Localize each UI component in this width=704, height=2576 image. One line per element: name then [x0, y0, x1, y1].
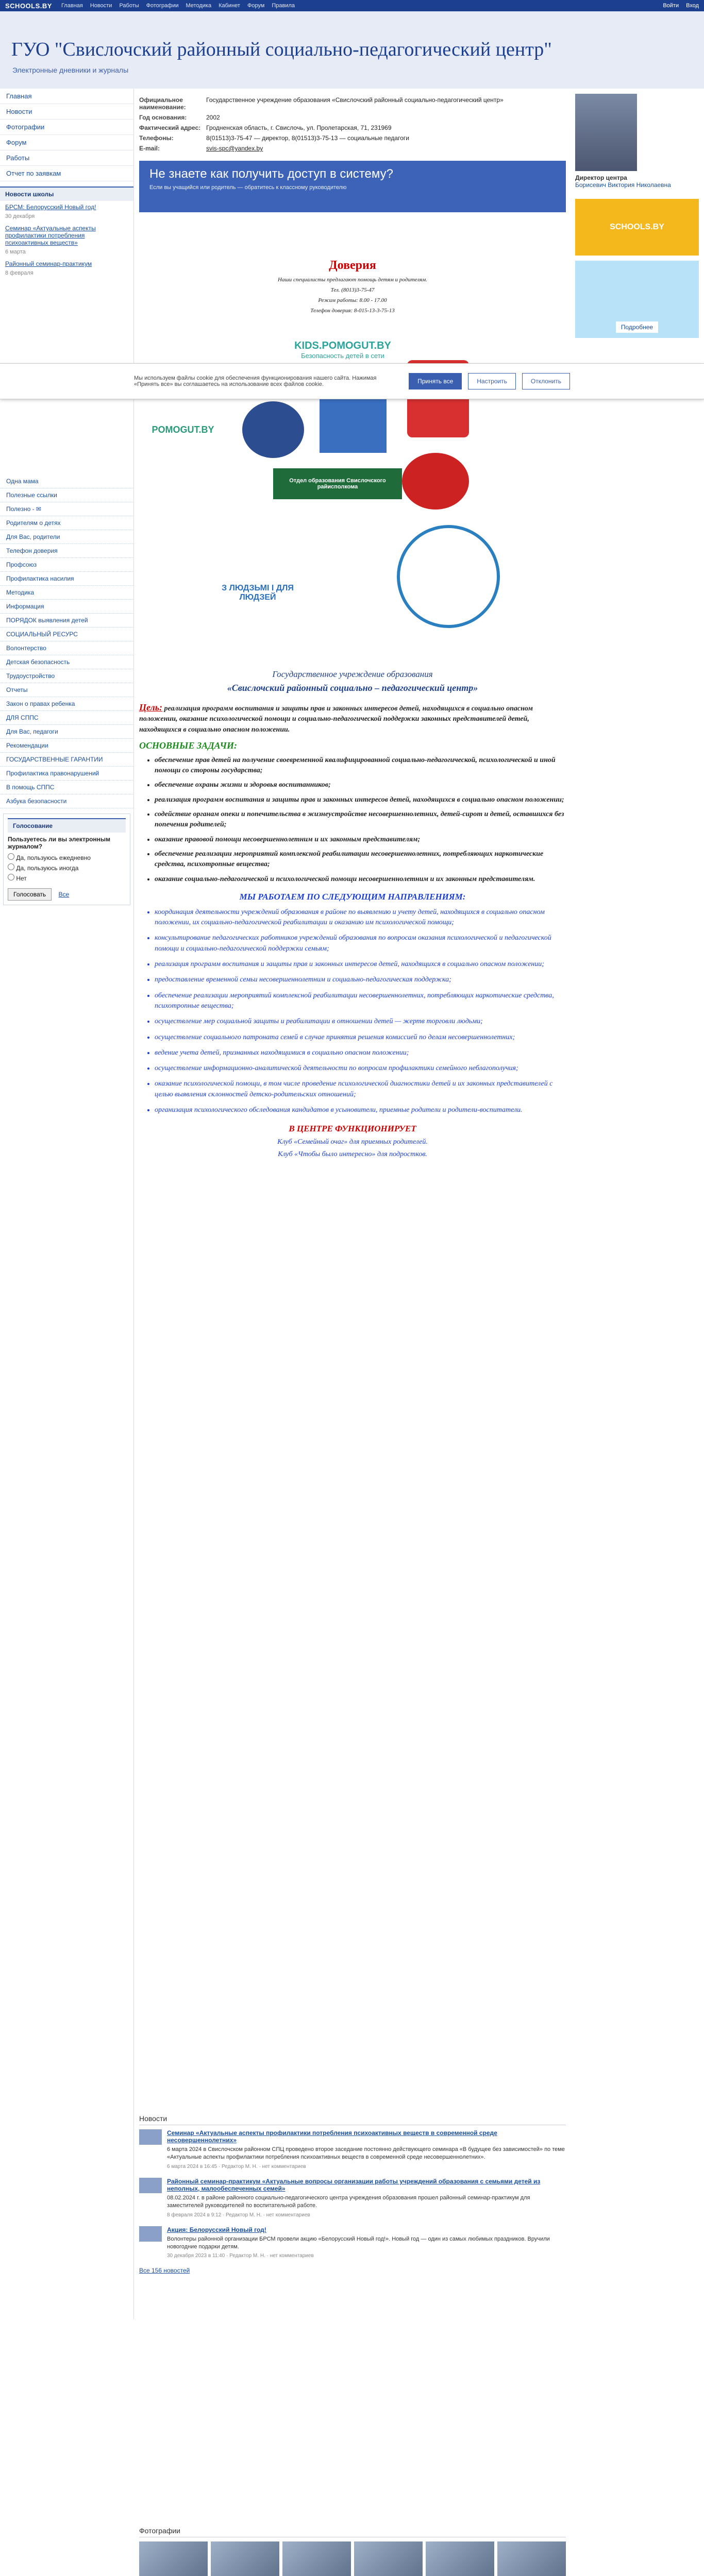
news-item: [139, 2226, 566, 2259]
news-text: 6 марта 2024 в Свислочском районном СПЦ проведено второе заседание постоянно действующего семинара «В будущее без зависимостей» по теме «Актуальные аспекты профилактики потребления психоактивных веществ в современной среде несовершеннолетних».: [167, 2146, 565, 2161]
nav-link[interactable]: Форум: [247, 3, 265, 9]
menu-item[interactable]: Для Вас, родители: [0, 530, 133, 544]
poll-radio[interactable]: [8, 874, 14, 880]
photos-section: [139, 2524, 566, 2576]
news-title[interactable]: Районный семинар-практикум «Актуальные вопросы организации работы учреждений образования с семьями детей из неполных, малообеспеченных семей»: [167, 2177, 541, 2192]
club-item: Клуб «Чтобы было интересно» для подростков.: [278, 1150, 427, 1159]
menu-item[interactable]: Фотографии: [0, 120, 133, 135]
menu-item[interactable]: Работы: [0, 150, 133, 166]
signin-link[interactable]: Вход: [686, 3, 699, 9]
menu-item[interactable]: Методика: [0, 586, 133, 600]
photo-thumbnail[interactable]: [354, 2541, 423, 2576]
menu-item[interactable]: Главная: [0, 89, 133, 104]
info-key: E-mail:: [139, 145, 160, 152]
menu-item[interactable]: Детская безопасность: [0, 655, 133, 669]
direction-item: • оказание психологической помощи, в том числе проведение психологической диагностики детей и их законных представителей с целью выявления склонностей детско-родительских отношений;: [155, 1079, 566, 1100]
poster-title: Доверия: [329, 259, 376, 272]
kids-pomogut-sub: Безопасность детей в сети: [301, 352, 384, 360]
email-link[interactable]: svis-spc@yandex.by: [206, 145, 263, 152]
access-banner[interactable]: [139, 161, 566, 212]
sidebar-news-date: 8 февраля: [5, 270, 33, 276]
menu-item[interactable]: Полезно - ✉: [0, 502, 133, 516]
nav-link[interactable]: Методика: [186, 3, 212, 9]
ludzi-logo[interactable]: З ЛЮДЗЬМІ І ДЛЯ ЛЮДЗЕЙ: [222, 584, 294, 602]
cookie-settings-button[interactable]: Настроить: [468, 373, 516, 389]
site-subtitle: Электронные дневники и журналы: [12, 66, 129, 74]
menu-item[interactable]: Профсоюз: [0, 558, 133, 572]
menu-item[interactable]: Закон о правах ребенка: [0, 697, 133, 711]
info-key: Телефоны:: [139, 134, 174, 142]
photo-thumbnail[interactable]: [426, 2541, 494, 2576]
news-section: [139, 2112, 566, 2274]
org-name: «Свислочский районный социально – педагогический центр»: [227, 683, 478, 693]
photo-thumbnail[interactable]: [211, 2541, 279, 2576]
site-logo[interactable]: SCHOOLS.BY: [5, 2, 52, 10]
news-box-heading: Новости школы: [0, 187, 133, 201]
info-row: [139, 95, 566, 112]
nav-link[interactable]: Фотографии: [146, 3, 179, 9]
top-nav-links: [61, 3, 295, 9]
menu-item[interactable]: СОЦИАЛЬНЫЙ РЕСУРС: [0, 628, 133, 641]
flag-icon: [320, 396, 387, 453]
main-menu: [0, 89, 133, 181]
nav-link[interactable]: Новости: [90, 3, 112, 9]
info-row: [139, 133, 566, 143]
menu-item[interactable]: Профилактика правонарушений: [0, 767, 133, 781]
goal-label: Цель:: [139, 702, 162, 713]
top-navbar: [0, 0, 704, 11]
info-key: Фактический адрес:: [139, 124, 201, 131]
sidebar-news-link[interactable]: Семинар «Актуальные аспекты профилактики потребления психоактивных веществ»: [5, 225, 96, 246]
info-row: [139, 143, 566, 154]
sidebar-news-list: [0, 201, 133, 279]
news-meta: 30 декабря 2023 в 11:40 · Редактор М. Н. · нет комментариев: [167, 2253, 314, 2259]
left-sidebar: [0, 89, 134, 2319]
director-photo: [575, 94, 637, 171]
menu-item[interactable]: ДЛЯ СППС: [0, 711, 133, 725]
poster-line: Тел. (8013)3-75-47: [330, 287, 375, 293]
photo-thumbnail[interactable]: [497, 2541, 566, 2576]
kids-pomogut-text: KIDS.POMOGUT.BY: [294, 340, 391, 351]
menu-item[interactable]: Отчеты: [0, 683, 133, 697]
direction-item: • консультирование педагогических работников учреждений образования по вопросам оказания психологической и педагогической помощи и социально-педагогической поддержки семьям;: [155, 933, 566, 954]
info-row: [139, 112, 566, 123]
task-item: • оказание правовой помощи несовершеннолетним и их законным представителям;: [155, 835, 566, 845]
tasks-list: [139, 755, 566, 885]
direction-item: • координация деятельности учреждений образования в районе по выявлению и учету детей, находящихся в социально опасном положении, их социально-педагогической реабилитации и оказанию им психологической помощи;: [155, 907, 566, 928]
ad-banner[interactable]: SCHOOLS.BY: [575, 199, 699, 256]
news-text: Волонтеры районной организации БРСМ провели акцию «Белорусский Новый год!». Новый год — один из самых любимых праздников. Вручили новогодние подарки детям.: [167, 2235, 550, 2250]
site-header: [0, 11, 704, 89]
menu-item[interactable]: Новости: [0, 104, 133, 120]
cookie-consent: [0, 363, 704, 399]
photos-heading: Фотографии: [139, 2524, 566, 2537]
ad-more-button[interactable]: Подробнее: [616, 321, 658, 333]
poll-option[interactable]: [8, 874, 126, 882]
menu-item[interactable]: ГОСУДАРСТВЕННЫЕ ГАРАНТИИ: [0, 753, 133, 767]
nav-link[interactable]: Кабинет: [219, 3, 240, 9]
poll-option[interactable]: [8, 853, 126, 861]
info-key: Год основания:: [139, 114, 187, 121]
sidebar-news-link[interactable]: Районный семинар-практикум: [5, 260, 92, 267]
goal-text: [139, 701, 566, 735]
menu-item[interactable]: Отчет по заявкам: [0, 166, 133, 181]
info-key: Официальное наименование:: [139, 96, 186, 111]
club-item: Клуб «Семейный очаг» для приемных родителей.: [277, 1138, 428, 1146]
direction-item: • осуществление мер социальной защиты и реабилитации в отношении детей — жертв торговли людьми;: [155, 1016, 566, 1027]
news-item: [139, 2178, 566, 2218]
sidebar-news-date: 30 декабря: [5, 213, 35, 219]
menu-item[interactable]: В помощь СППС: [0, 781, 133, 794]
poll-option-label: Нет: [16, 875, 27, 882]
photo-thumbnail[interactable]: [282, 2541, 351, 2576]
nav-link[interactable]: Работы: [119, 3, 139, 9]
main-content: [139, 89, 566, 2319]
poster-line: Телефон доверия: 8-015-13-3-75-13: [310, 308, 395, 314]
poll-widget: [3, 814, 130, 905]
news-thumbnail[interactable]: [139, 2178, 162, 2193]
org-title: Государственное учреждение образования: [272, 669, 433, 679]
poll-option-label: Да, пользуюсь ежедневно: [16, 854, 91, 861]
vote-button[interactable]: Голосовать: [8, 888, 52, 901]
right-sidebar: [570, 89, 704, 552]
info-value: 8(01513)3-75-47 — директор, 8(01513)3-75-13 — социальные педагоги: [206, 134, 409, 142]
menu-item[interactable]: Родителям о детях: [0, 516, 133, 530]
news-title[interactable]: Акция: Белорусский Новый год!: [167, 2226, 266, 2233]
cookie-text: Мы используем файлы cookie для обеспечения функционирования нашего сайта. Нажимая «Принять все» вы соглашаетесь на использование всех файлов cookie.: [134, 375, 377, 387]
menu-item[interactable]: Одна мама: [0, 474, 133, 488]
director-name[interactable]: Борисевич Виктория Николаевна: [575, 181, 671, 189]
poll-radio[interactable]: [8, 863, 14, 870]
photo-strip: [139, 2541, 566, 2576]
menu-item[interactable]: ПОРЯДОК выявления детей: [0, 614, 133, 628]
task-item: • реализация программ воспитания и защиты прав и законных интересов детей, находящихся в социально опасном положении;: [155, 795, 566, 805]
menu-item[interactable]: Форум: [0, 135, 133, 150]
poll-all-link[interactable]: Все: [58, 891, 70, 898]
menu-item[interactable]: Для Вас, педагоги: [0, 725, 133, 739]
direction-item: • предоставление временной семьи несовершеннолетним и социально-педагогическая поддержка;: [155, 975, 566, 985]
directions-list: [139, 907, 566, 1115]
sidebar-news-link[interactable]: БРСМ: Белорусский Новый год!: [5, 204, 96, 211]
task-item: • содействие органам опеки и попечительства в жизнеустройстве несовершеннолетних, детей-сирот и детей, оставшихся без попечения родителей;: [155, 809, 566, 831]
cookie-accept-button[interactable]: Принять все: [409, 373, 462, 389]
direction-item: • осуществление информационно-аналитической деятельности по вопросам профилактики семейного неблагополучия;: [155, 1063, 566, 1074]
school-info: [139, 95, 566, 154]
menu-item[interactable]: Полезные ссылки: [0, 488, 133, 502]
sidebar-news-date: 6 марта: [5, 249, 26, 255]
info-row: [139, 123, 566, 133]
info-value: Государственное учреждение образования «Свислочский районный социально-педагогический центр»: [206, 96, 504, 104]
info-value: Гродненская область, г. Свислочь, ул. Пролетарская, 71, 231969: [206, 124, 392, 131]
hotline-poster: [219, 259, 487, 314]
cookie-reject-button[interactable]: Отклонить: [522, 373, 570, 389]
news-heading: Новости: [139, 2112, 566, 2125]
news-meta: 6 марта 2024 в 16:45 · Редактор М. Н. · нет комментариев: [167, 2163, 306, 2170]
task-item: • обеспечение реализации мероприятий комплексной реабилитации несовершеннолетних, потребляющих наркотические средства, психотропные вещества;: [155, 849, 566, 870]
director-role: Директор центра: [575, 174, 627, 181]
center-heading: В ЦЕНТРЕ ФУНКЦИОНИРУЕТ: [289, 1124, 416, 1134]
poster-line: Наши специалисты предлагают помощь детям и родителям.: [278, 277, 427, 283]
direction-item: • организация психологического обследования кандидатов в усыновители, приемные родители и родители-воспитатели.: [155, 1105, 566, 1115]
all-news-link[interactable]: Все 156 новостей: [139, 2267, 190, 2275]
direction-item: • осуществление социального патроната семей в случае принятия решения комиссией по делам несовершеннолетних;: [155, 1032, 566, 1043]
poll-option[interactable]: [8, 863, 126, 872]
news-item: [139, 2129, 566, 2170]
task-item: • оказание социально-педагогической и психологической помощи несовершеннолетним и их законным представителям.: [155, 874, 566, 885]
emblem-icon: [242, 401, 304, 458]
banner-text: Если вы учащийся или родитель — обратитесь к классному руководителю: [149, 184, 347, 191]
direction-item: • обеспечение реализации мероприятий комплексной реабилитации несовершеннолетних, потребляющих наркотические средства, психотропные вещества;: [155, 991, 566, 1012]
otdel-logo[interactable]: Отдел образования Свислочского райисполкома: [273, 468, 402, 499]
poll-question: Пользуетесь ли вы электронным журналом?: [8, 836, 111, 850]
news-thumbnail[interactable]: [139, 2129, 162, 2145]
banner-heading: Не знаете как получить доступ в систему?: [149, 167, 393, 181]
menu-item[interactable]: Рекомендации: [0, 739, 133, 753]
secondary-menu: [0, 474, 133, 808]
round-emblem-icon: [397, 525, 500, 628]
task-item: • обеспечение охраны жизни и здоровья воспитанников;: [155, 780, 566, 790]
menu-item[interactable]: Волонтерство: [0, 641, 133, 655]
menu-item[interactable]: Телефон доверия: [0, 544, 133, 558]
pomogut-logo[interactable]: POMOGUT.BY: [152, 424, 214, 435]
menu-item[interactable]: Трудоустройство: [0, 669, 133, 683]
directions-heading: МЫ РАБОТАЕМ ПО СЛЕДУЮЩИМ НАПРАВЛЕНИЯМ:: [239, 891, 466, 902]
info-value: 2002: [206, 114, 220, 121]
menu-item[interactable]: Профилактика насилия: [0, 572, 133, 586]
login-link[interactable]: Войти: [663, 3, 679, 9]
nav-link[interactable]: Главная: [61, 3, 83, 9]
photo-thumbnail[interactable]: [139, 2541, 208, 2576]
direction-item: • ведение учета детей, признанных находящимися в социально опасном положении;: [155, 1048, 566, 1058]
poster-line: Режим работы: 8.00 - 17.00: [318, 297, 387, 303]
goal-body: реализация программ воспитания и защиты прав и законных интересов детей, находящихся в социально опасном положении, оказание психологической помощи и социально-педагогической поддержки законных представителей детей, находящихся в социально опасном положении.: [139, 705, 533, 734]
menu-item[interactable]: Информация: [0, 600, 133, 614]
menu-item[interactable]: Азбука безопасности: [0, 794, 133, 808]
news-thumbnail[interactable]: [139, 2226, 162, 2242]
task-item: • обеспечение прав детей на получение своевременной квалифицированной социально-педагогической, психологической и иной помощи со стороны государства;: [155, 755, 566, 776]
poll-heading: Голосование: [8, 818, 126, 833]
poll-radio[interactable]: [8, 853, 14, 860]
news-meta: 8 февраля 2024 в 9:12 · Редактор М. Н. · нет комментариев: [167, 2212, 310, 2218]
poll-option-label: Да, пользуюсь иногда: [16, 865, 79, 872]
news-title[interactable]: Семинар «Актуальные аспекты профилактики потребления психоактивных веществ в современной среде несовершеннолетних»: [167, 2129, 497, 2144]
direction-item: • реализация программ воспитания и защиты прав и законных интересов детей, находящихся в социально опасном положении;: [155, 959, 566, 970]
news-text: 08.02.2024 г. в районе районного социально-педагогического центра учреждения образования прошел районный семинар-практикум для заместителей руководителей по воспитательной работе.: [167, 2194, 530, 2209]
tasks-heading: ОСНОВНЫЕ ЗАДАЧИ:: [139, 740, 238, 751]
director-card: [570, 89, 704, 194]
mascot-icon: [402, 453, 469, 510]
nav-link[interactable]: Правила: [272, 3, 295, 9]
site-title: ГУО "Свислочский районный социально-педагогический центр": [11, 39, 552, 60]
ad-banner-2[interactable]: [575, 261, 699, 338]
